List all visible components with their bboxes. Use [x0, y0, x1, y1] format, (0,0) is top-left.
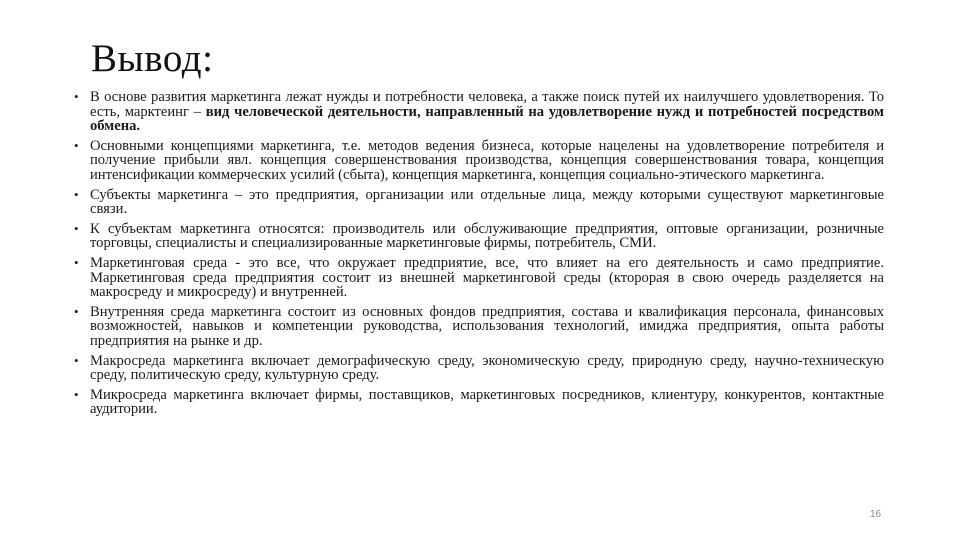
bullet-text: Макросреда маркетинга включает демографическую среду, экономическую среду, природную среду, научно-техническую среду, политическую среду, культурную среду.: [90, 352, 884, 384]
bullet-item: [74, 305, 884, 349]
bullet-item: [74, 354, 884, 383]
bullet-item: [74, 222, 884, 251]
bullet-item: [74, 256, 884, 300]
bullet-dot-icon: •: [74, 186, 79, 202]
bullet-text: Микросреда маркетинга включает фирмы, поставщиков, маркетинговых посредников, клиентуру, конкурентов, контактные аудитории.: [90, 386, 884, 418]
slide-title: Вывод:: [91, 37, 214, 80]
bullet-dot-icon: •: [74, 220, 79, 236]
bullet-text: В основе развития маркетинга лежат нужды и потребности человека, а также поиск путей их наилучшего удовлетворения. То есть, марктеинг –: [90, 89, 884, 120]
bullet-item: [74, 139, 884, 183]
bullet-bold-text: вид человеческой деятельности, направленный на удовлетворение нужд и потребностей посредством обмена.: [90, 103, 884, 135]
bullet-dot-icon: •: [74, 137, 79, 153]
bullet-text: Маркетинговая среда - это все, что окружает предприятие, все, что влияет на его деятельность и само предприятие. Маркетинговая среда предприятия состоит из внешней маркетинговой среды (кторорая в свою очередь разделяется на макросреду и микросреду) и внутренней.: [90, 254, 884, 301]
bullet-text: Основными концепциями маркетинга, т.е. методов ведения бизнеса, которые нацелены на удовлетворение потребителя и получение прибыли явл. концепция совершенствования производства, концепция совершенствования товара, концепция интенсификации коммерческих усилий (сбыта), концепция маркетинга, концепция социально-этического маркетинга.: [90, 137, 884, 183]
bullet-dot-icon: •: [74, 89, 79, 104]
bullet-text: К субъектам маркетинга относятся: производитель или обслуживающие предприятия, оптовые организации, розничные торговцы, специалисты и специализированные маркетинговые фирмы, потребитель, СМИ.: [90, 220, 884, 252]
bullet-item: [74, 388, 884, 417]
bullet-dot-icon: •: [74, 352, 79, 368]
bullet-item: [74, 90, 884, 134]
bullet-item: [74, 188, 884, 217]
bullet-text: Субъекты маркетинга – это предприятия, организации или отдельные лица, между которыми существуют маркетинговые связи.: [90, 186, 884, 218]
bullet-dot-icon: •: [74, 386, 79, 402]
bullet-dot-icon: •: [74, 303, 79, 319]
bullet-text: Внутренняя среда маркетинга состоит из основных фондов предприятия, состава и квалификация персонала, финансовых возможностей, навыков и компетенции руководства, использования технологий, имиджа предприятия, опыта работы предприятия на рынке и др.: [90, 303, 884, 349]
bullet-dot-icon: •: [74, 254, 79, 270]
page-number: 16: [870, 509, 882, 520]
bullet-list: [74, 90, 884, 422]
